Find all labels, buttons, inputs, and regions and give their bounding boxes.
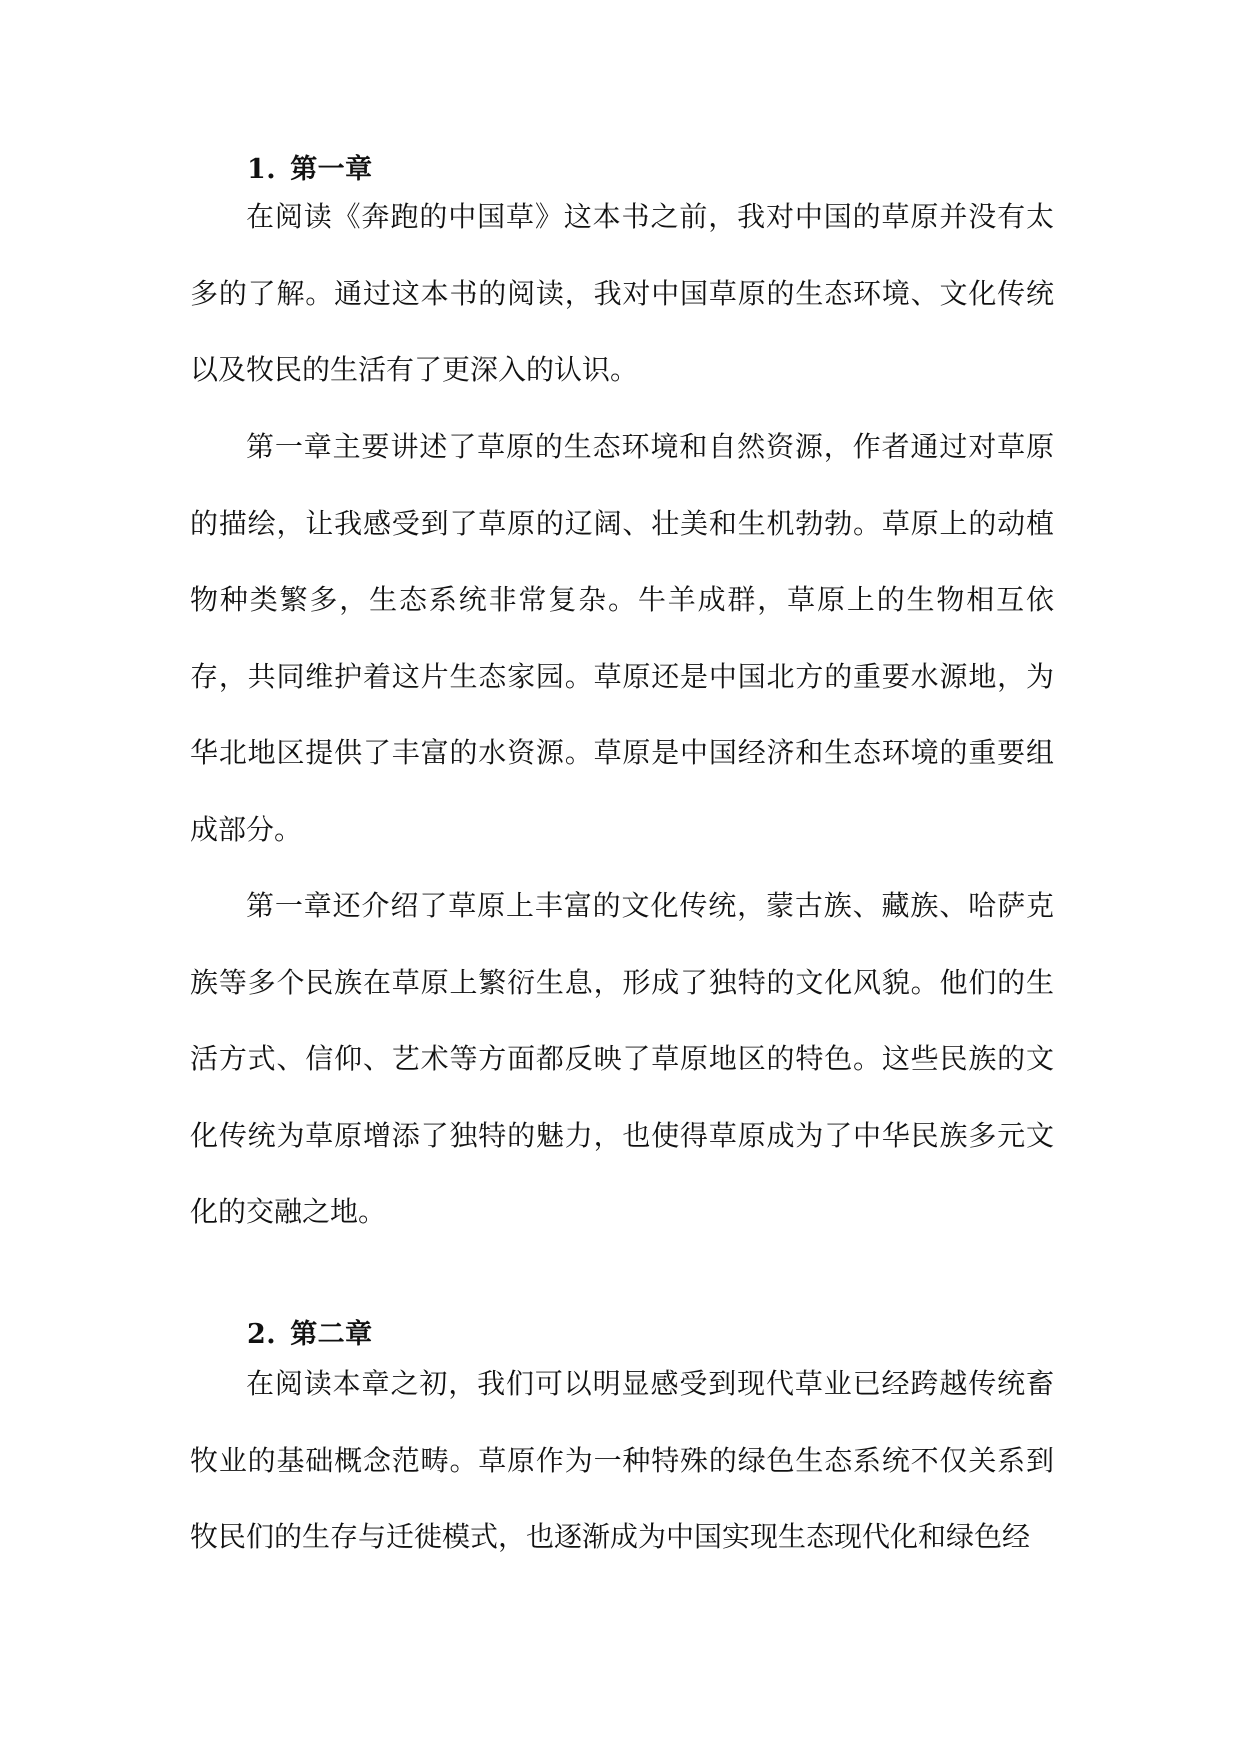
section-title: 第一章: [290, 154, 373, 185]
section-number: 2.: [247, 1319, 277, 1350]
section-title: 第二章: [290, 1319, 373, 1350]
paragraph: 第一章主要讲述了草原的生态环境和自然资源，作者通过对草原的描绘，让我感受到了草原的辽阔、壮美和生机勃勃。草原上的动植物种类繁多，生态系统非常复杂。牛羊成群，草原上的生物相互依存，共同维护着这片生态家园。草原还是中国北方的重要水源地，为华北地区提供了丰富的水资源。草原是中国经济和生态环境的重要组成部分。: [190, 430, 1054, 846]
section-number: 1.: [247, 154, 277, 185]
paragraph: 第一章还介绍了草原上丰富的文化传统，蒙古族、藏族、哈萨克族等多个民族在草原上繁衍生息，形成了独特的文化风貌。他们的生活方式、信仰、艺术等方面都反映了草原地区的特色。这些民族的文化传统为草原增添了独特的魅力，也使得草原成为了中华民族多元文化的交融之地。: [190, 889, 1054, 1228]
paragraph: 在阅读《奔跑的中国草》这本书之前，我对中国的草原并没有太多的了解。通过这本书的阅读，我对中国草原的生态环境、文化传统以及牧民的生活有了更深入的认识。: [190, 200, 1054, 386]
paragraph: 在阅读本章之初，我们可以明显感受到现代草业已经跨越传统畜牧业的基础概念范畴。草原作为一种特殊的绿色生态系统不仅关系到牧民们的生存与迁徙模式，也逐渐成为中国实现生态现代化和绿色经: [190, 1367, 1054, 1553]
